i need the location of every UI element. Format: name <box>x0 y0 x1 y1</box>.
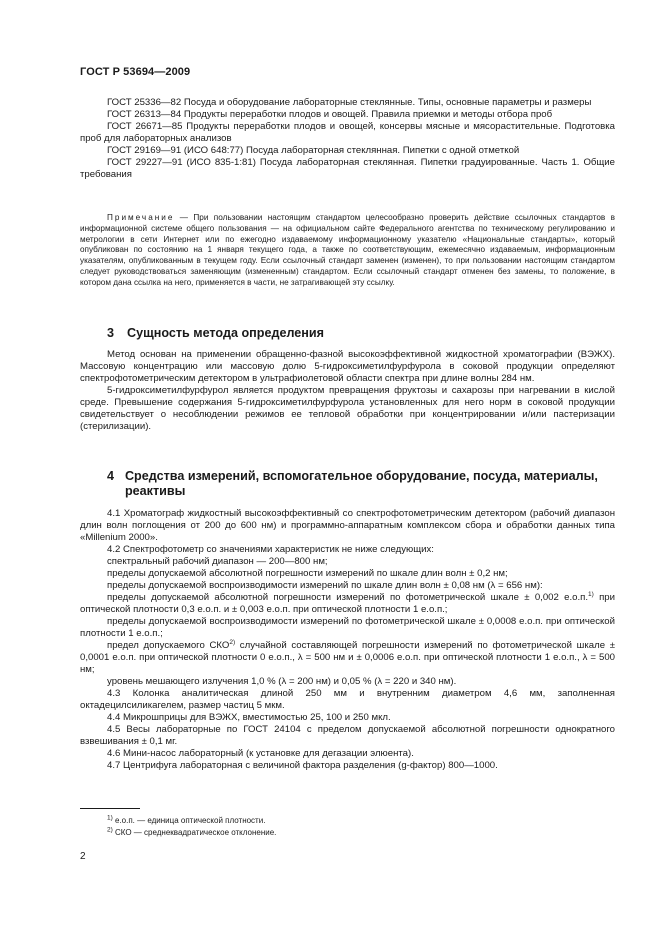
document-header: ГОСТ Р 53694—2009 <box>80 66 191 78</box>
text-run: предел допускаемого СКО <box>107 640 230 651</box>
paragraph: 5-гидроксиметилфурфурол является продуктом превращения фруктозы и сахарозы при нагревании в кислой среде. Превышение содержания 5-гидроксиметилфурфурола установленных для него норм в соковой продукции свидетельствует о несоблюдении режимов ее тепловой обработки при концентрировании и/или пастеризации (стерилизации). <box>80 385 615 432</box>
footnote <box>107 827 276 839</box>
footnote-mark: 2) <box>107 826 113 834</box>
paragraph: 4.1 Хроматограф жидкостный высокоэффективный со спектрофотометрическим детектором (рабочий диапазон длин волн поглощения от 200 до 600 нм) и программно-аппаратным комплексом сбора и обработки данных типа «Millenium 2000». <box>80 508 615 543</box>
paragraph: Метод основан на применении обращенно-фазной высокоэффективной жидкостной хроматографии (ВЭЖХ). Массовую концентрацию или массовую долю 5-гидроксиметилфурфурола в соковой продукции определяют спектрофотометрическим детектором в ультрафиолетовой области спектра при длине волны 284 нм. <box>80 349 615 384</box>
footnote-ref: 1) <box>588 590 594 598</box>
text-run: при оптической плотности 0,3 е.о.п. и ± 0,003 е.о.п. при оптической плотности 1 е.о.п.; <box>80 592 615 615</box>
note-text: — При пользовании настоящим стандартом целесообразно проверить действие ссылочных стандартов в информационной системе общего пользования — на официальном сайте Федерального агентства по техническому регулированию и метрологии в сети Интернет или по ежегодно издаваемому информационному указателю «Национальные стандарты», который опубликован по состоянию на 1 января текущего года, а также по соответствующим, ежемесячно издаваемым, информационным указателям, опубликованным в текущем году. Если ссылочный стандарт заменен (изменен), то при пользовании настоящим стандартом следует руководствоваться заменяющим (измененным) стандартом. Если ссылочный стандарт отменен без замены, то положение, в котором дана ссылка на него, применяется в части, не затрагивающей эту ссылку. <box>80 213 615 287</box>
reference-item: ГОСТ 29169—91 (ИСО 648:77) Посуда лабораторная стеклянная. Пипетки с одной отметкой <box>107 145 520 156</box>
paragraph: пределы допускаемой воспроизводимости измерений по шкале длин волн ± 0,08 нм (λ = 656 нм): <box>107 580 543 591</box>
references-note <box>80 213 615 289</box>
paragraph <box>80 640 615 676</box>
paragraph: 4.5 Весы лабораторные по ГОСТ 24104 с пределом допускаемой абсолютной погрешности однократного взвешивания ± 0,1 мг. <box>80 724 615 747</box>
section-3-heading <box>107 326 607 341</box>
paragraph: 4.6 Мини-насос лабораторный (к установке для дегазации элюента). <box>107 748 414 759</box>
section-3-body <box>80 349 615 433</box>
reference-item: ГОСТ 26313—84 Продукты переработки плодов и овощей. Правила приемки и методы отбора проб <box>107 109 553 120</box>
section-title: Сущность метода определения <box>127 326 324 340</box>
footnote-divider <box>80 808 140 809</box>
paragraph: 4.3 Колонка аналитическая длиной 250 мм и внутренним диаметром 4,6 мм, заполненная октадецилсиликагелем, размер частиц 5 мкм. <box>80 688 615 711</box>
text-run: пределы допускаемой абсолютной погрешности измерений по фотометрической шкале ± 0,002 е.о.п. <box>107 592 589 603</box>
section-4-heading <box>107 469 607 499</box>
reference-item: ГОСТ 25336—82 Посуда и оборудование лабораторные стеклянные. Типы, основные параметры и размеры <box>107 97 592 108</box>
paragraph: пределы допускаемой абсолютной погрешности измерений по шкале длин волн ± 0,2 нм; <box>107 568 508 579</box>
footnotes <box>107 815 276 839</box>
page-number: 2 <box>80 851 86 862</box>
footnote-text: е.о.п. — единица оптической плотности. <box>112 816 266 825</box>
footnote-text: СКО — среднеквадратическое отклонение. <box>112 828 277 837</box>
section-4-body <box>80 508 615 772</box>
reference-item: ГОСТ 29227—91 (ИСО 835-1:81) Посуда лабораторная стеклянная. Пипетки градуированные. Часть 1. Общие требования <box>80 157 615 180</box>
paragraph: пределы допускаемой воспроизводимости измерений по фотометрической шкале ± 0,0008 е.о.п. при оптической плотности 1 е.о.п.; <box>80 616 615 639</box>
paragraph: 4.2 Спектрофотометр со значениями характеристик не ниже следующих: <box>107 544 434 555</box>
section-title: Средства измерений, вспомогательное оборудование, посуда, материалы, реактивы <box>124 469 598 498</box>
footnote-mark: 1) <box>107 814 113 822</box>
paragraph: 4.7 Центрифуга лабораторная с величиной фактора разделения (g-фактор) 800—1000. <box>107 760 498 771</box>
footnote-ref: 2) <box>229 638 236 646</box>
footnote <box>107 815 276 827</box>
paragraph: спектральный рабочий диапазон — 200—800 нм; <box>107 556 328 567</box>
paragraph: уровень мешающего излучения 1,0 % (λ = 200 нм) и 0,05 % (λ = 220 и 340 нм). <box>107 676 457 687</box>
note-label: Примечание <box>107 213 175 222</box>
paragraph: 4.4 Микрошприцы для ВЭЖХ, вместимостью 25, 100 и 250 мкл. <box>107 712 391 723</box>
section-number: 3 <box>107 326 115 340</box>
section-number: 4 <box>107 469 115 483</box>
reference-item: ГОСТ 26671—85 Продукты переработки плодов и овощей, консервы мясные и мясорастительные. Подготовка проб для лабораторных анализов <box>80 121 615 144</box>
text-run: случайной составляющей погрешности измерений по фотометрической шкале ± 0,0001 е.о.п. при оптической плотности 0 е.о.п., λ = 500 нм и ± 0,0006 е.о.п. при оптической плотности 1 е.о.п., λ = 500 нм; <box>80 640 615 675</box>
normative-references <box>80 97 615 181</box>
paragraph <box>80 592 615 616</box>
